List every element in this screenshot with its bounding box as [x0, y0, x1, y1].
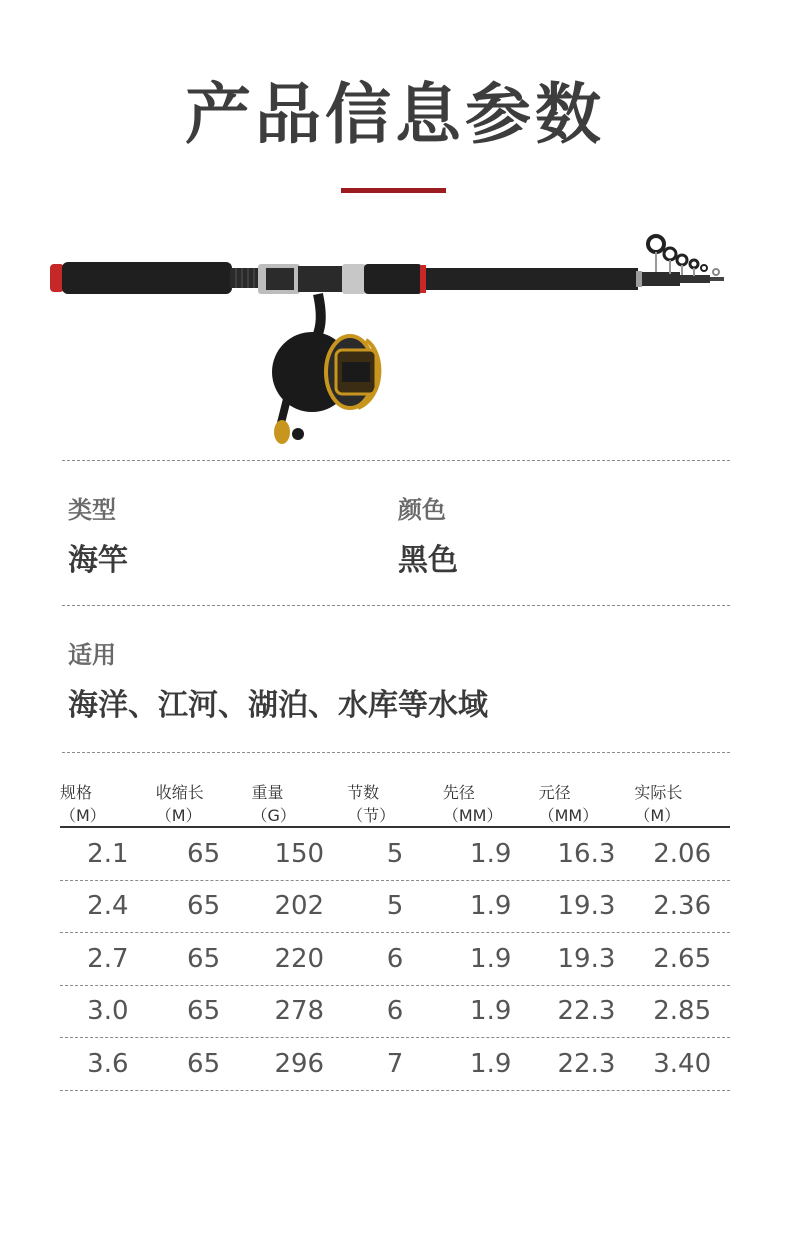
table-cell: 65: [187, 891, 221, 922]
table-cell: 6: [386, 943, 404, 974]
table-cell: 2.4: [87, 891, 129, 922]
table-cell: 202: [274, 891, 325, 922]
spec-table: [60, 780, 730, 1091]
table-cell: 7: [386, 1048, 404, 1079]
col-header: 先径: [442, 783, 475, 802]
col-header: 收缩长: [155, 783, 204, 802]
divider: [62, 752, 730, 753]
table-cell: 65: [187, 1048, 221, 1079]
spec-header-names: [60, 780, 730, 803]
table-cell: 19.3: [557, 943, 616, 974]
table-cell: 3.6: [87, 1048, 129, 1079]
table-cell: 1.9: [470, 838, 512, 869]
fishing-rod-image: [40, 222, 740, 452]
col-header: 实际长: [634, 783, 683, 802]
table-cell: 1.9: [470, 943, 512, 974]
col-unit: （M）: [634, 806, 681, 825]
divider: [62, 460, 730, 461]
table-row: [60, 933, 730, 986]
table-cell: 65: [187, 838, 221, 869]
usage-label: 适用: [68, 641, 116, 669]
table-cell: 150: [274, 838, 325, 869]
table-cell: 5: [386, 891, 404, 922]
table-cell: 2.36: [653, 891, 712, 922]
table-cell: 65: [187, 996, 221, 1027]
table-cell: 2.1: [87, 838, 129, 869]
col-unit: （G）: [251, 806, 296, 825]
table-cell: 1.9: [470, 996, 512, 1027]
table-cell: 16.3: [557, 838, 616, 869]
col-header: 节数: [347, 783, 380, 802]
table-row: [60, 881, 730, 934]
col-header: 元径: [538, 783, 571, 802]
page-title: 产品信息参数: [185, 76, 605, 153]
type-value: 海竿: [68, 543, 128, 578]
title-underline: [341, 188, 446, 193]
table-cell: 1.9: [470, 1048, 512, 1079]
table-cell: 2.65: [653, 943, 712, 974]
table-cell: 296: [274, 1048, 325, 1079]
col-unit: （MM）: [442, 806, 503, 825]
col-header: 规格: [60, 783, 93, 802]
table-cell: 19.3: [557, 891, 616, 922]
col-unit: （MM）: [538, 806, 599, 825]
spec-header-units: [60, 803, 730, 828]
table-cell: 22.3: [557, 996, 616, 1027]
table-cell: 22.3: [557, 1048, 616, 1079]
col-header: 重量: [251, 783, 284, 802]
table-cell: 5: [386, 838, 404, 869]
col-unit: （节）: [347, 806, 396, 825]
table-cell: 6: [386, 996, 404, 1027]
table-cell: 65: [187, 943, 221, 974]
table-row: [60, 828, 730, 881]
type-label: 类型: [68, 496, 116, 524]
table-cell: 3.40: [653, 1048, 712, 1079]
table-cell: 1.9: [470, 891, 512, 922]
table-cell: 3.0: [87, 996, 129, 1027]
usage-value: 海洋、江河、湖泊、水库等水域: [68, 688, 488, 723]
table-cell: 2.06: [653, 838, 712, 869]
table-cell: 278: [274, 996, 325, 1027]
col-unit: （M）: [60, 806, 106, 825]
color-label: 颜色: [398, 496, 446, 524]
table-cell: 2.7: [87, 943, 129, 974]
col-unit: （M）: [155, 806, 202, 825]
table-row: [60, 1038, 730, 1091]
table-cell: 2.85: [653, 996, 712, 1027]
divider: [62, 605, 730, 606]
table-row: [60, 986, 730, 1039]
color-value: 黑色: [398, 543, 458, 578]
table-cell: 220: [274, 943, 325, 974]
